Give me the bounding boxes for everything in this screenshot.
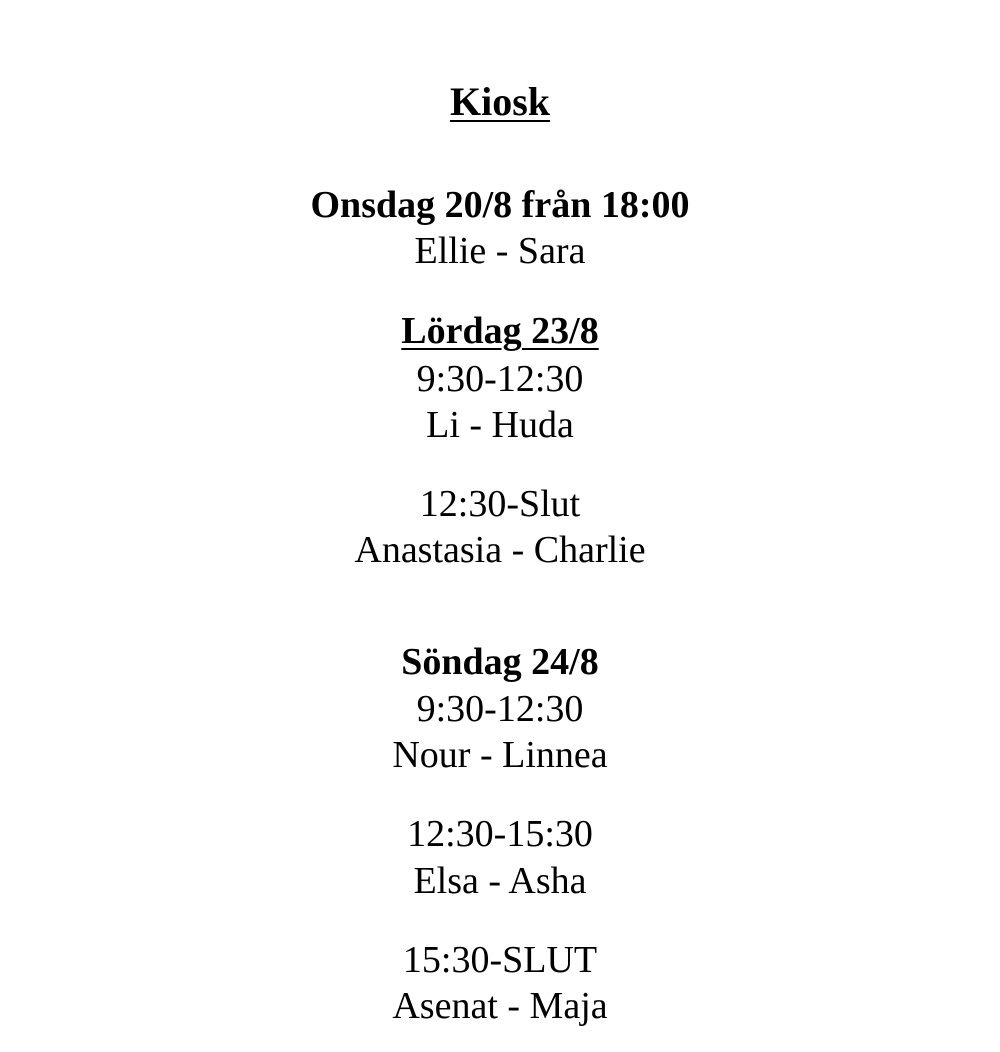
shift-names: Nour - Linnea <box>392 734 608 776</box>
shift-names: Ellie - Sara <box>414 230 586 272</box>
shift-time: 12:30-Slut <box>419 483 581 525</box>
shift-names: Asenat - Maja <box>392 985 608 1027</box>
shift-time: 15:30-SLUT <box>402 939 598 981</box>
shift-time: 12:30-15:30 <box>407 813 593 855</box>
page-title: Kiosk <box>449 79 551 124</box>
shift-names: Elsa - Asha <box>413 860 587 902</box>
day-heading-wednesday: Onsdag 20/8 från 18:00 <box>310 184 690 226</box>
day-heading-sunday: Söndag 24/8 <box>401 641 599 683</box>
shift-time: 9:30-12:30 <box>416 358 584 400</box>
shift-names: Anastasia - Charlie <box>354 529 646 571</box>
shift-names: Li - Huda <box>426 404 574 446</box>
day-heading-saturday: Lördag 23/8 <box>401 310 599 352</box>
shift-time: 9:30-12:30 <box>416 688 584 730</box>
